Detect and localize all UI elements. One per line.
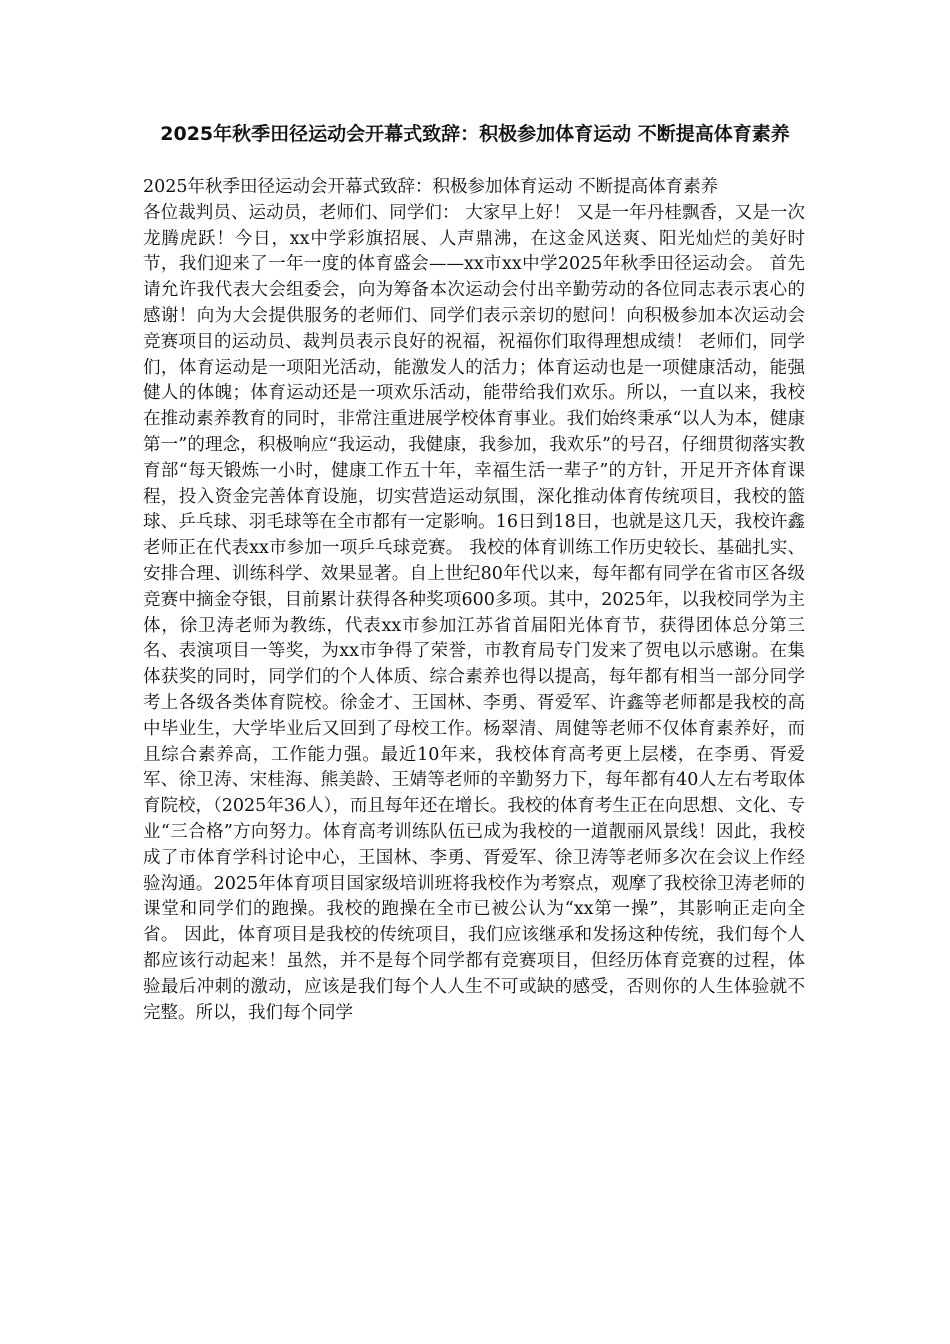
document-body bbox=[143, 175, 805, 1026]
document-paragraph: 各位裁判员、运动员，老师们、同学们： 大家早上好！ 又是一年丹桂飘香，又是一次龙腾虎跃！今日，xx中学彩旗招展、人声鼎沸，在这金风送爽、阳光灿烂的美好时节，我们迎来了一年一度的体育盛会——xx市xx中学2025年秋季田径运动会。 首先请允许我代表大会组委会，向为筹备本次运动会付出辛勤劳动的各位同志表示衷心的感谢！向为大会提供服务的老师们、同学们表示亲切的慰问！向积极参加本次运动会竞赛项目的运动员、裁判员表示良好的祝福，祝福你们取得理想成绩！ 老师们，同学们，体育运动是一项阳光活动，能激发人的活力；体育运动也是一项健康活动，能强健人的体魄；体育运动还是一项欢乐活动，能带给我们欢乐。所以，一直以来，我校在推动素养教育的同时，非常注重进展学校体育事业。我们始终秉承“以人为本，健康第一”的理念，积极响应“我运动，我健康，我参加，我欢乐”的号召，仔细贯彻落实教育部“每天锻炼一小时，健康工作五十年，幸福生活一辈子”的方针，开足开齐体育课程，投入资金完善体育设施，切实营造运动氛围，深化推动体育传统项目，我校的篮球、乒乓球、羽毛球等在全市都有一定影响。16日到18日，也就是这几天，我校许鑫老师正在代表xx市参加一项乒乓球竞赛。 我校的体育训练工作历史较长、基础扎实、安排合理、训练科学、效果显著。自上世纪80年代以来，每年都有同学在省市区各级竞赛中摘金夺银，目前累计获得各种奖项600多项。其中，2025年，以我校同学为主体，徐卫涛老师为教练，代表xx市参加江苏省首届阳光体育节，获得团体总分第三名、表演项目一等奖，为xx市争得了荣誉，市教育局专门发来了贺电以示感谢。在集体获奖的同时，同学们的个人体质、综合素养也得以提高，每年都有相当一部分同学考上各级各类体育院校。徐金才、王国林、李勇、胥爱军、许鑫等老师都是我校的高中毕业生，大学毕业后又回到了母校工作。杨翠清、周健等老师不仅体育素养好，而且综合素养高，工作能力强。最近10年来，我校体育高考更上层楼，在李勇、胥爱军、徐卫涛、宋桂海、熊美龄、王婧等老师的辛勤努力下，每年都有40人左右考取体育院校，（2025年36人），而且每年还在增长。我校的体育考生正在向思想、文化、专业“三合格”方向努力。体育高考训练队伍已成为我校的一道靓丽风景线！因此，我校成了市体育学科讨论中心，王国林、李勇、胥爱军、徐卫涛等老师多次在会议上作经验沟通。2025年体育项目国家级培训班将我校作为考察点，观摩了我校徐卫涛老师的课堂和同学们的跑操。我校的跑操在全市已被公认为“xx第一操”，其影响正走向全省。 因此，体育项目是我校的传统项目，我们应该继承和发扬这种传统，我们每个人都应该行动起来！虽然，并不是每个同学都有竞赛项目，但经历体育竞赛的过程，体验最后冲刺的激动，应该是我们每个人人生不可或缺的感受，否则你的人生体验就不完整。所以，我们每个同学 bbox=[143, 202, 805, 1023]
document-subtitle: 2025年秋季田径运动会开幕式致辞：积极参加体育运动 不断提高体育素养 bbox=[143, 177, 719, 197]
document-title: 2025年秋季田径运动会开幕式致辞：积极参加体育运动 不断提高体育素养 bbox=[160, 123, 790, 145]
